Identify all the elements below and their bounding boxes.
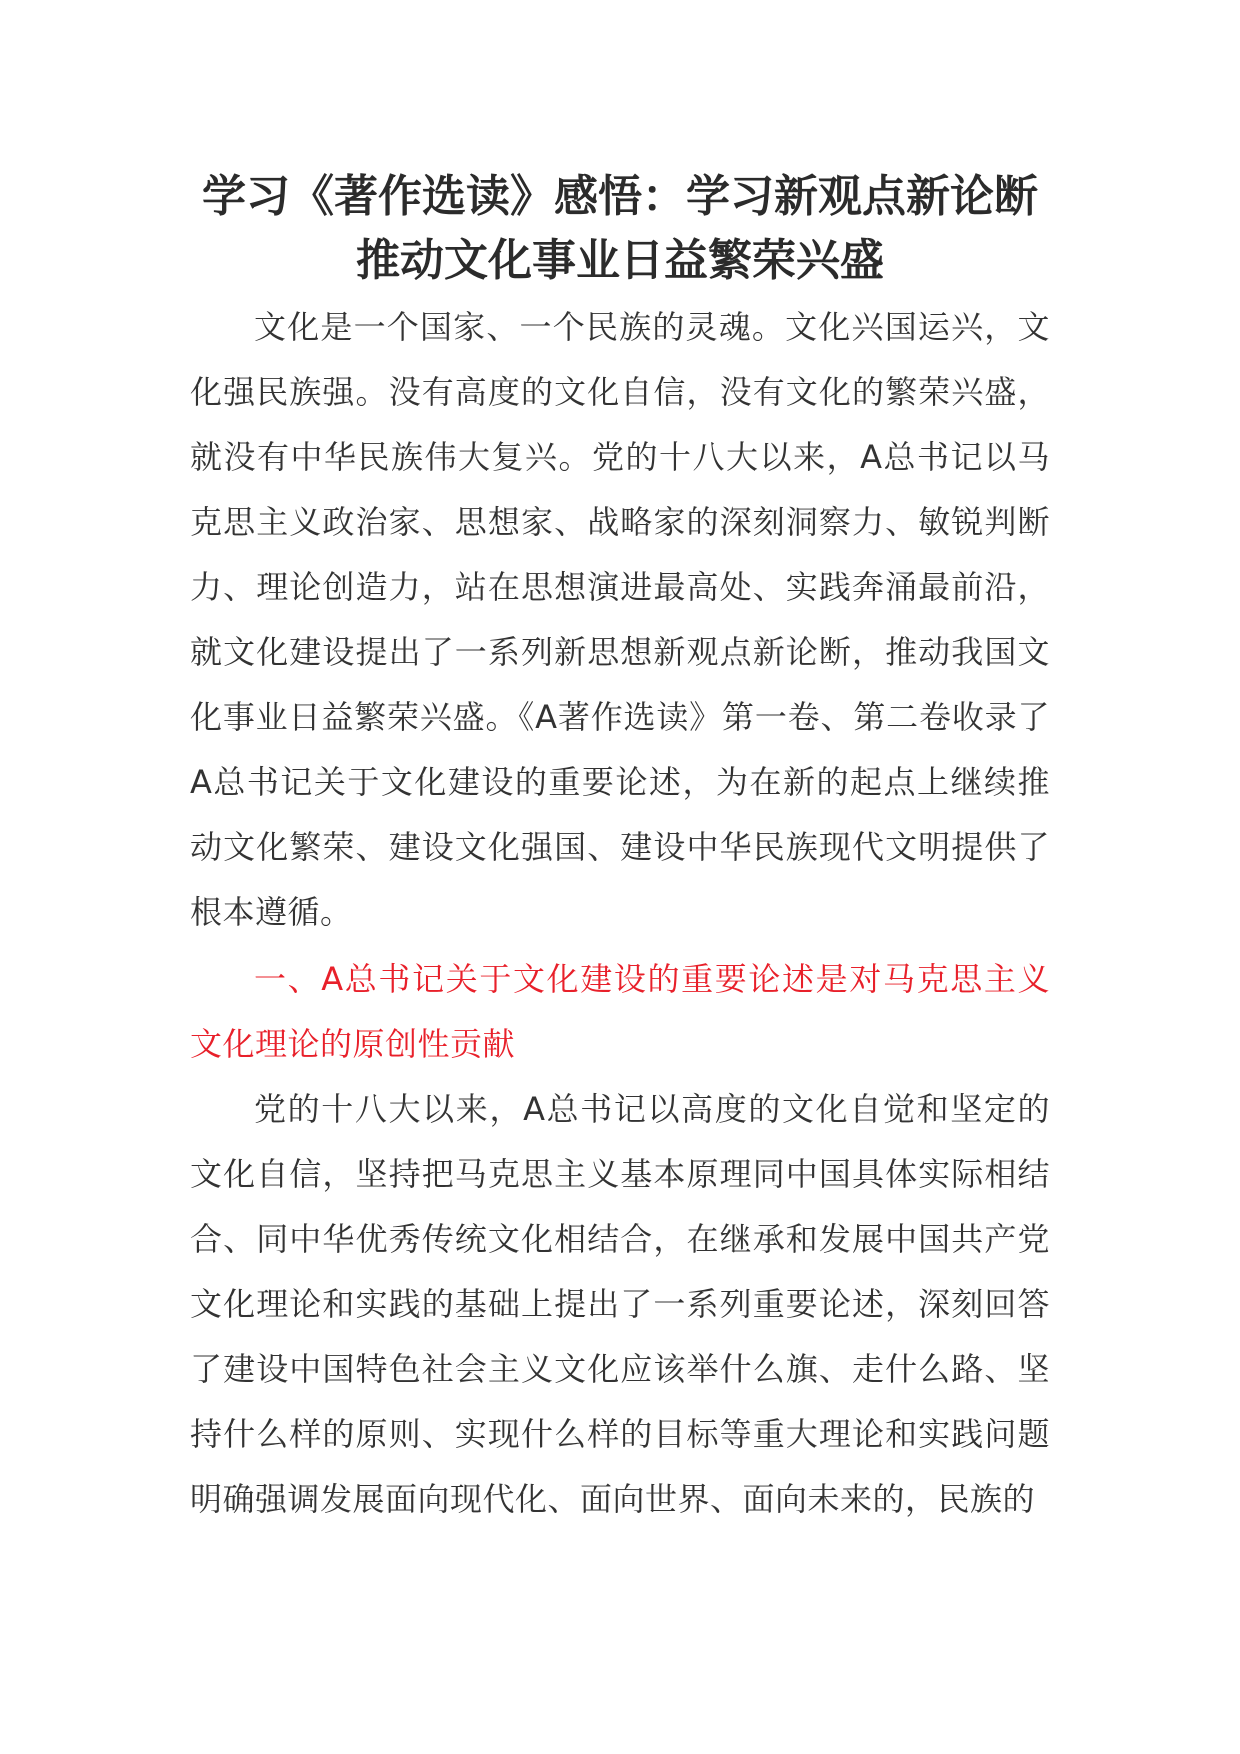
- document-body: [190, 165, 1050, 1532]
- title-line-2: 推动文化事业日益繁荣兴盛: [356, 235, 884, 286]
- paragraph-intro: 文化是一个国家、一个民族的灵魂。文化兴国运兴，文化强民族强。没有高度的文化自信，没有文化的繁荣兴盛，就没有中华民族伟大复兴。党的十八大以来，A总书记以马克思主义政治家、思想家、战略家的深刻洞察力、敏锐判断力、理论创造力，站在思想演进最高处、实践奔涌最前沿，就文化建设提出了一系列新思想新观点新论断，推动我国文化事业日益繁荣兴盛。《A著作选读》第一卷、第二卷收录了A总书记关于文化建设的重要论述，为在新的起点上继续推动文化繁荣、建设文化强国、建设中华民族现代文明提供了根本遵循。: [190, 308, 1050, 931]
- section-heading-1: 一、A总书记关于文化建设的重要论述是对马克思主义文化理论的原创性贡献: [190, 960, 1050, 1063]
- title-line-1: 学习《著作选读》感悟：学习新观点新论断: [202, 171, 1038, 222]
- paragraph-section-1: 党的十八大以来，A总书记以高度的文化自觉和坚定的文化自信，坚持把马克思主义基本原理同中国具体实际相结合、同中华优秀传统文化相结合，在继承和发展中国共产党文化理论和实践的基础上提出了一系列重要论述，深刻回答了建设中国特色社会主义文化应该举什么旗、走什么路、坚持什么样的原则、实现什么样的目标等重大理论和实践问题明确强调发展面向现代化、面向世界、面向未来的，民族的: [190, 1090, 1050, 1518]
- document-title: [190, 165, 1050, 293]
